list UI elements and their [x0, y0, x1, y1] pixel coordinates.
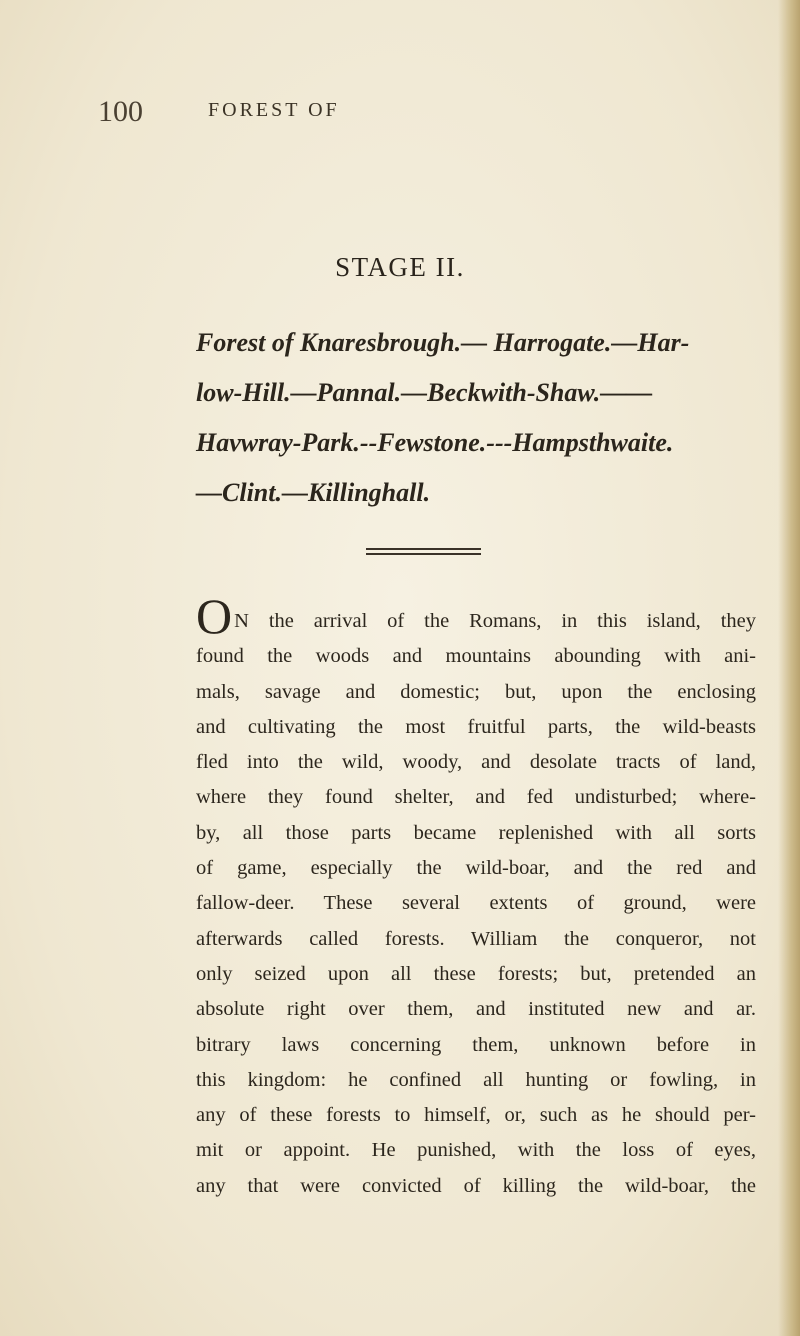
- stage-title: STAGE II.: [335, 252, 465, 282]
- body-line: of game, especially the wild-boar, and the red and: [196, 857, 756, 880]
- page-header: [98, 95, 658, 135]
- subtitle-line: low-Hill.—Pannal.—Beckwith-Shaw.——: [196, 378, 653, 407]
- subtitle-line: —Clint.—Killinghall.: [196, 478, 431, 507]
- body-paragraph: [196, 588, 756, 1204]
- subtitle-line: Havwray-Park.--Fewstone.---Hampsthwaite.: [196, 428, 674, 457]
- body-line: and cultivating the most fruitful parts, the wild-beasts: [196, 715, 756, 738]
- body-line: found the woods and mountains abounding with ani-: [196, 645, 756, 668]
- body-line: this kingdom: he confined all hunting or fowling, in: [196, 1068, 756, 1091]
- body-line: by, all those parts became replenished with all sorts: [196, 821, 756, 844]
- body-line: any of these forests to himself, or, such as he should per-: [196, 1104, 756, 1127]
- body-line: bitrary laws concerning them, unknown before in: [196, 1033, 756, 1056]
- page-number: 100: [98, 95, 143, 128]
- stage-subtitle: [196, 318, 756, 518]
- body-line: mit or appoint. He punished, with the loss of eyes,: [196, 1139, 756, 1162]
- double-rule-divider: [366, 548, 481, 556]
- first-line: [196, 588, 756, 644]
- body-line: absolute right over them, and instituted new and ar.: [196, 998, 756, 1021]
- body-line: where they found shelter, and fed undisturbed; where-: [196, 786, 756, 809]
- running-head: FOREST OF: [208, 99, 340, 121]
- body-line: fallow-deer. These several extents of ground, were: [196, 892, 756, 915]
- body-line: any that were convicted of killing the wild-boar, the: [196, 1174, 756, 1197]
- body-line: only seized upon all these forests; but, pretended an: [196, 962, 756, 985]
- body-line: mals, savage and domestic; but, upon the enclosing: [196, 680, 756, 703]
- body-line: afterwards called forests. William the conqueror, not: [196, 927, 756, 950]
- page-edge: [778, 0, 800, 1336]
- subtitle-line: Forest of Knaresbrough.— Harrogate.—Har-: [196, 328, 690, 357]
- drop-cap: O: [196, 588, 233, 644]
- first-line-text: N the arrival of the Romans, in this island, they: [234, 610, 756, 632]
- body-line: fled into the wild, woody, and desolate tracts of land,: [196, 751, 756, 774]
